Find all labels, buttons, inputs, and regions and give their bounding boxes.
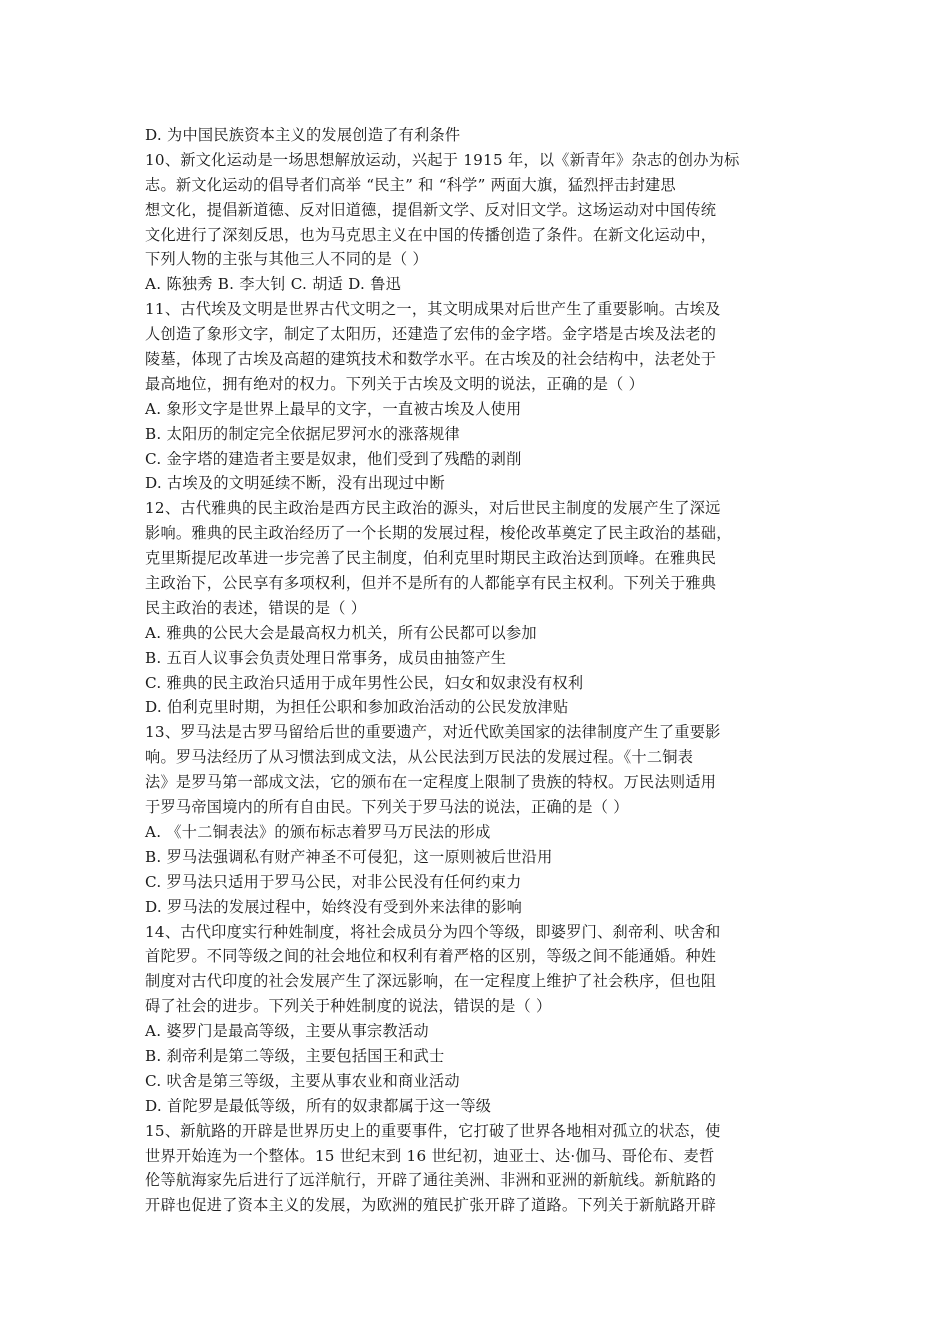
question-12-stem: 12、古代雅典的民主政治是西方民主政治的源头，对后世民主制度的发展产生了深远 [145,499,721,518]
option-b: B. 刹帝利是第二等级，主要包括国王和武士 [145,1046,445,1065]
option-a: A. 雅典的公民大会是最高权力机关，所有公民都可以参加 [145,623,537,642]
text-line: 伦等航海家先后进行了远洋航行，开辟了通往美洲、非洲和亚洲的新航线。新航路的 [145,1171,717,1190]
text-line: 克里斯提尼改革进一步完善了民主制度，伯利克里时期民主政治达到顶峰。在雅典民 [145,549,717,568]
option-c: C. 吠舍是第三等级，主要从事农业和商业活动 [145,1071,460,1090]
text-line: 人创造了象形文字，制定了太阳历，还建造了宏伟的金字塔。金字塔是古埃及法老的 [145,325,717,344]
option-d: D. 罗马法的发展过程中，始终没有受到外来法律的影响 [145,897,523,916]
text-line: 下列人物的主张与其他三人不同的是（ ） [145,250,428,269]
question-14-stem: 14、古代印度实行种姓制度，将社会成员分为四个等级，即婆罗门、刹帝利、吠舍和 [145,922,721,941]
text-line: 志。新文化运动的倡导者们高举 “民主” 和 “科学” 两面大旗，猛烈抨击封建思 [145,175,676,194]
document-page [145,123,805,1218]
text-line: 陵墓，体现了古埃及高超的建筑技术和数学水平。在古埃及的社会结构中，法老处于 [145,350,717,369]
text-line: 想文化，提倡新道德、反对旧道德，提倡新文学、反对旧文学。这场运动对中国传统 [145,200,717,219]
text-line: 文化进行了深刻反思，也为马克思主义在中国的传播创造了条件。在新文化运动中， [145,225,717,244]
text-line: 影响。雅典的民主政治经历了一个长期的发展过程，梭伦改革奠定了民主政治的基础， [145,524,732,543]
text-line: 开辟也促进了资本主义的发展，为欧洲的殖民扩张开辟了道路。下列关于新航路开辟 [145,1196,717,1215]
text-line: 法》是罗马第一部成文法，它的颁布在一定程度上限制了贵族的特权。万民法则适用 [145,773,717,792]
option-b: B. 太阳历的制定完全依据尼罗河水的涨落规律 [145,424,460,443]
text-line: 首陀罗。不同等级之间的社会地位和权利有着严格的区别，等级之间不能通婚。种姓 [145,947,717,966]
text-line: 制度对古代印度的社会发展产生了深远影响，在一定程度上维护了社会秩序，但也阻 [145,972,717,991]
option-c: C. 金字塔的建造者主要是奴隶，他们受到了残酷的剥削 [145,449,522,468]
option-a: A. 象形文字是世界上最早的文字，一直被古埃及人使用 [145,399,522,418]
text-line: 于罗马帝国境内的所有自由民。下列关于罗马法的说法，正确的是（ ） [145,798,629,817]
option-c: C. 罗马法只适用于罗马公民，对非公民没有任何约束力 [145,872,522,891]
text-line: 响。罗马法经历了从习惯法到成文法，从公民法到万民法的发展过程。《十二铜表 [145,748,694,767]
question-10-options: A. 陈独秀 B. 李大钊 C. 胡适 D. 鲁迅 [145,275,402,294]
text-line: D. 为中国民族资本主义的发展创造了有利条件 [145,126,461,144]
question-11-stem: 11、古代埃及文明是世界古代文明之一，其文明成果对后世产生了重要影响。古埃及 [145,300,721,319]
option-d: D. 伯利克里时期，为担任公职和参加政治活动的公民发放津贴 [145,698,569,717]
option-b: B. 罗马法强调私有财产神圣不可侵犯，这一原则被后世沿用 [145,847,553,866]
question-15-stem: 15、新航路的开辟是世界历史上的重要事件，它打破了世界各地相对孤立的状态，使 [145,1121,721,1140]
text-line: 世界开始连为一个整体。15 世纪末到 16 世纪初，迪亚士、达·伽马、哥伦布、麦哲 [145,1146,715,1165]
option-a: A. 《十二铜表法》的颁布标志着罗马万民法的形成 [145,822,491,841]
text-line: 民主政治的表述，错误的是（ ） [145,598,367,617]
text-line: 碍了社会的进步。下列关于种姓制度的说法，错误的是（ ） [145,997,552,1016]
question-13-stem: 13、罗马法是古罗马留给后世的重要遗产，对近代欧美国家的法律制度产生了重要影 [145,723,721,742]
option-c: C. 雅典的民主政治只适用于成年男性公民，妇女和奴隶没有权利 [145,673,584,692]
question-10-stem: 10、新文化运动是一场思想解放运动，兴起于 1915 年，以《新青年》杂志的创办为标 [145,150,740,169]
option-d: D. 古埃及的文明延续不断，没有出现过中断 [145,474,445,493]
text-line: 主政治下，公民享有多项权利，但并不是所有的人都能享有民主权利。下列关于雅典 [145,574,717,593]
option-d: D. 首陀罗是最低等级，所有的奴隶都属于这一等级 [145,1096,492,1115]
option-b: B. 五百人议事会负责处理日常事务，成员由抽签产生 [145,648,507,667]
text-line: 最高地位，拥有绝对的权力。下列关于古埃及文明的说法，正确的是（ ） [145,374,645,393]
option-a: A. 婆罗门是最高等级，主要从事宗教活动 [145,1022,429,1041]
